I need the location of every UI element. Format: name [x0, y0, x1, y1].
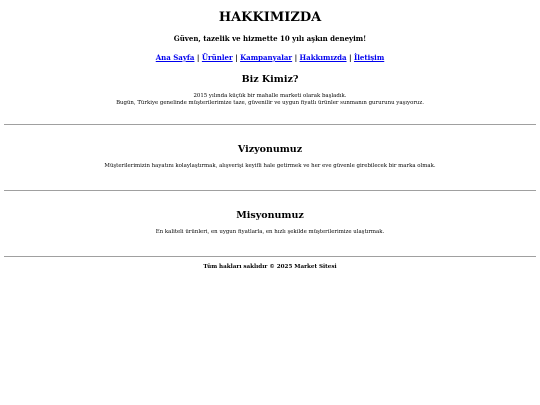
mission-section [0, 210, 540, 236]
mission-title: Misyonumuz [236, 210, 304, 221]
vision-text: Müşterilerimizin hayatını kolaylaştırmak, alışverişi keyifli hale getirmek ve her eve güvenle girebilecek bir marka olmak. [104, 163, 436, 169]
vision-title: Vizyonumuz [237, 144, 303, 155]
nav-link-campaigns[interactable]: Kampanyalar [240, 53, 293, 62]
vision-section [0, 144, 540, 170]
about-line: Bugün, Türkiye genelinde müşterilerimize taze, güvenilir ve uygun fiyatlı ürünler sunmanın gururunu yaşıyoruz. [116, 100, 424, 106]
nav-separator: | [294, 53, 298, 62]
about-title: Biz Kimiz? [241, 74, 299, 85]
main-nav [0, 53, 540, 62]
about-section [0, 74, 540, 107]
tagline: Güven, tazelik ve hizmette 10 yılı aşkın deneyim! [173, 34, 367, 43]
about-text [0, 93, 540, 107]
nav-separator: | [235, 53, 238, 62]
nav-link-contact[interactable]: İletişim [353, 53, 385, 62]
footer-text: Tüm hakları saklıdır © 2025 Market Sitesi [203, 264, 337, 270]
section-divider [4, 256, 536, 257]
section-divider [4, 190, 536, 191]
nav-link-products[interactable]: Ürünler [201, 53, 233, 62]
section-divider [4, 124, 536, 125]
page-title: HAKKIMIZDA [218, 10, 322, 25]
mission-text: En kaliteli ürünleri, en uygun fiyatlarla, en hızlı şekilde müşterilerimize ulaştırmak. [155, 229, 385, 235]
nav-separator: | [348, 53, 352, 62]
nav-link-about[interactable]: Hakkımızda [299, 53, 347, 62]
footer [0, 264, 540, 271]
nav-separator: | [196, 53, 200, 62]
about-line: 2015 yılında küçük bir mahalle marketi olarak başladık. [193, 93, 347, 99]
nav-link-home[interactable]: Ana Sayfa [155, 53, 195, 62]
